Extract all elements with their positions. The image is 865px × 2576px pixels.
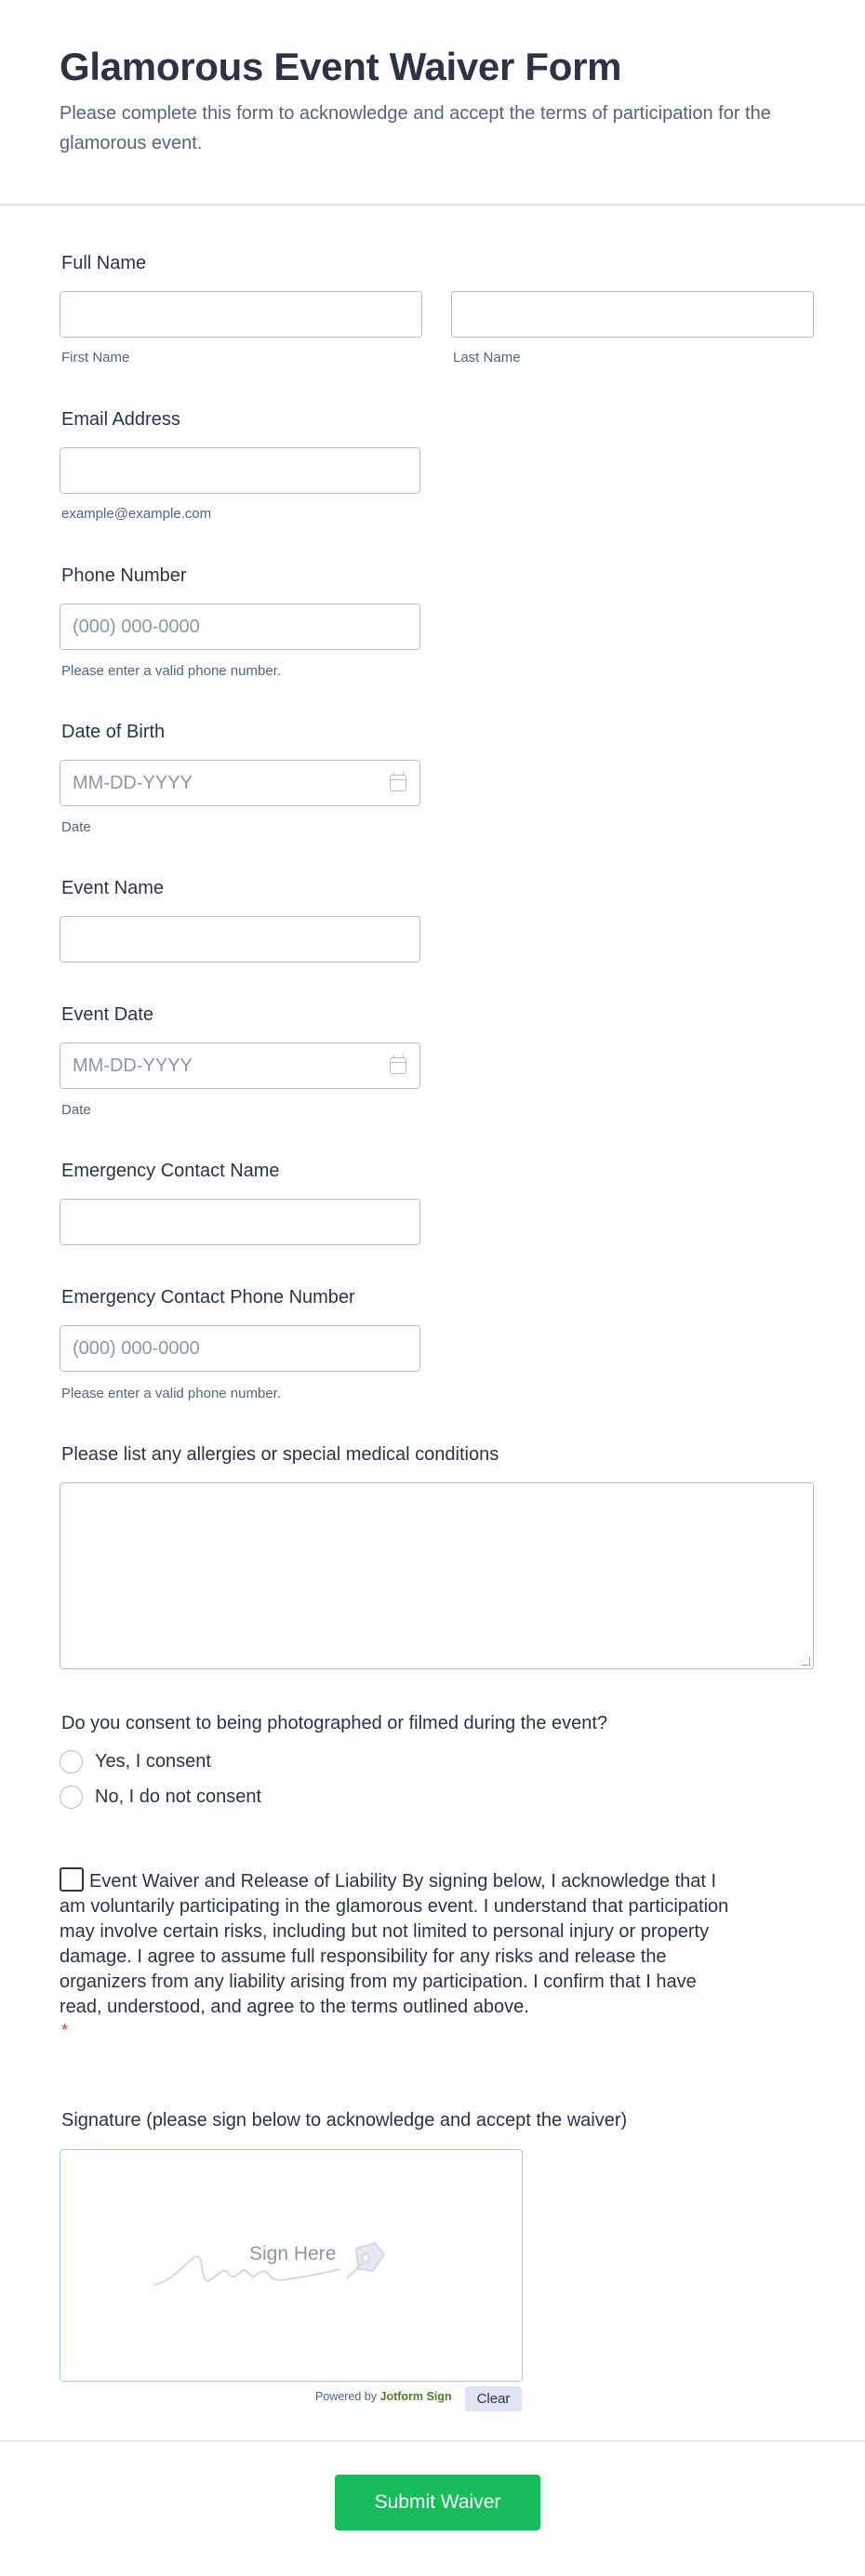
waiver-text: Event Waiver and Release of Liability By signing below, I acknowledge that I am voluntarily participating in the glamorous event. I understand that participation may involve certain risks, including but not limited to personal injury or property damage. I agree to assume full responsibility for any risks and release the organizers from any liability arising from my participation. I confirm that I have read, understood, and agree to the terms outlined above. [60, 1871, 729, 2017]
signature-label: Signature (please sign below to acknowledge and accept the waiver) [61, 2110, 628, 2131]
form-header [0, 0, 865, 206]
powered-by [315, 2390, 452, 2403]
consent-option-yes[interactable] [60, 1750, 211, 1773]
submit-button[interactable]: Submit Waiver [335, 2475, 540, 2530]
calendar-icon[interactable] [390, 775, 406, 791]
dob-placeholder: MM-DD-YYYY [73, 772, 193, 793]
consent-option-no[interactable] [60, 1786, 261, 1809]
resize-grip-icon[interactable] [802, 1657, 810, 1666]
event-name-input[interactable] [60, 916, 420, 963]
consent-option-label: No, I do not consent [95, 1786, 262, 1807]
emergency-phone-input[interactable]: (000) 000-0000 [60, 1325, 420, 1372]
waiver-block [60, 1867, 739, 2020]
full-name-label: Full Name [61, 253, 147, 273]
jotform-sign-brand[interactable]: Jotform Sign [379, 2390, 452, 2403]
last-name-input[interactable] [451, 291, 814, 338]
dob-input[interactable] [60, 760, 420, 806]
phone-label: Phone Number [61, 565, 187, 586]
email-input[interactable] [60, 447, 420, 494]
event-name-label: Event Name [61, 878, 165, 898]
dob-label: Date of Birth [61, 722, 166, 742]
email-sublabel: example@example.com [61, 506, 212, 522]
phone-input[interactable]: (000) 000-0000 [60, 604, 420, 650]
emergency-phone-sublabel: Please enter a valid phone number. [61, 1386, 281, 1401]
event-date-sublabel: Date [61, 1102, 91, 1118]
event-date-label: Event Date [61, 1004, 153, 1025]
form-subtitle: Please complete this form to acknowledge and accept the terms of participation for the glamorous event. [60, 103, 771, 153]
allergies-textarea[interactable] [60, 1482, 814, 1669]
last-name-sublabel: Last Name [453, 350, 521, 365]
email-label: Email Address [61, 409, 180, 430]
calendar-icon[interactable] [390, 1057, 406, 1074]
event-date-placeholder: MM-DD-YYYY [73, 1055, 193, 1076]
emergency-name-label: Emergency Contact Name [61, 1161, 280, 1181]
clear-signature-button[interactable]: Clear [465, 2386, 522, 2411]
consent-option-label: Yes, I consent [95, 1751, 211, 1772]
sign-here-placeholder: Sign Here [249, 2243, 337, 2264]
emergency-name-input[interactable] [60, 1199, 420, 1245]
consent-label: Do you consent to being photographed or filmed during the event? [61, 1713, 608, 1733]
form-title: Glamorous Event Waiver Form [60, 45, 622, 88]
radio-button[interactable] [60, 1786, 83, 1809]
event-date-input[interactable] [60, 1042, 420, 1089]
required-mark: * [61, 2021, 69, 2039]
allergies-label: Please list any allergies or special medical conditions [61, 1444, 499, 1465]
waiver-checkbox[interactable] [60, 1867, 84, 1892]
signature-pad[interactable] [60, 2149, 523, 2382]
phone-sublabel: Please enter a valid phone number. [61, 663, 281, 679]
powered-by-text: Powered by [315, 2390, 378, 2403]
dob-sublabel: Date [61, 819, 91, 835]
first-name-input[interactable] [60, 291, 422, 338]
first-name-sublabel: First Name [61, 350, 130, 365]
emergency-phone-label: Emergency Contact Phone Number [61, 1287, 355, 1308]
radio-button[interactable] [60, 1750, 83, 1773]
